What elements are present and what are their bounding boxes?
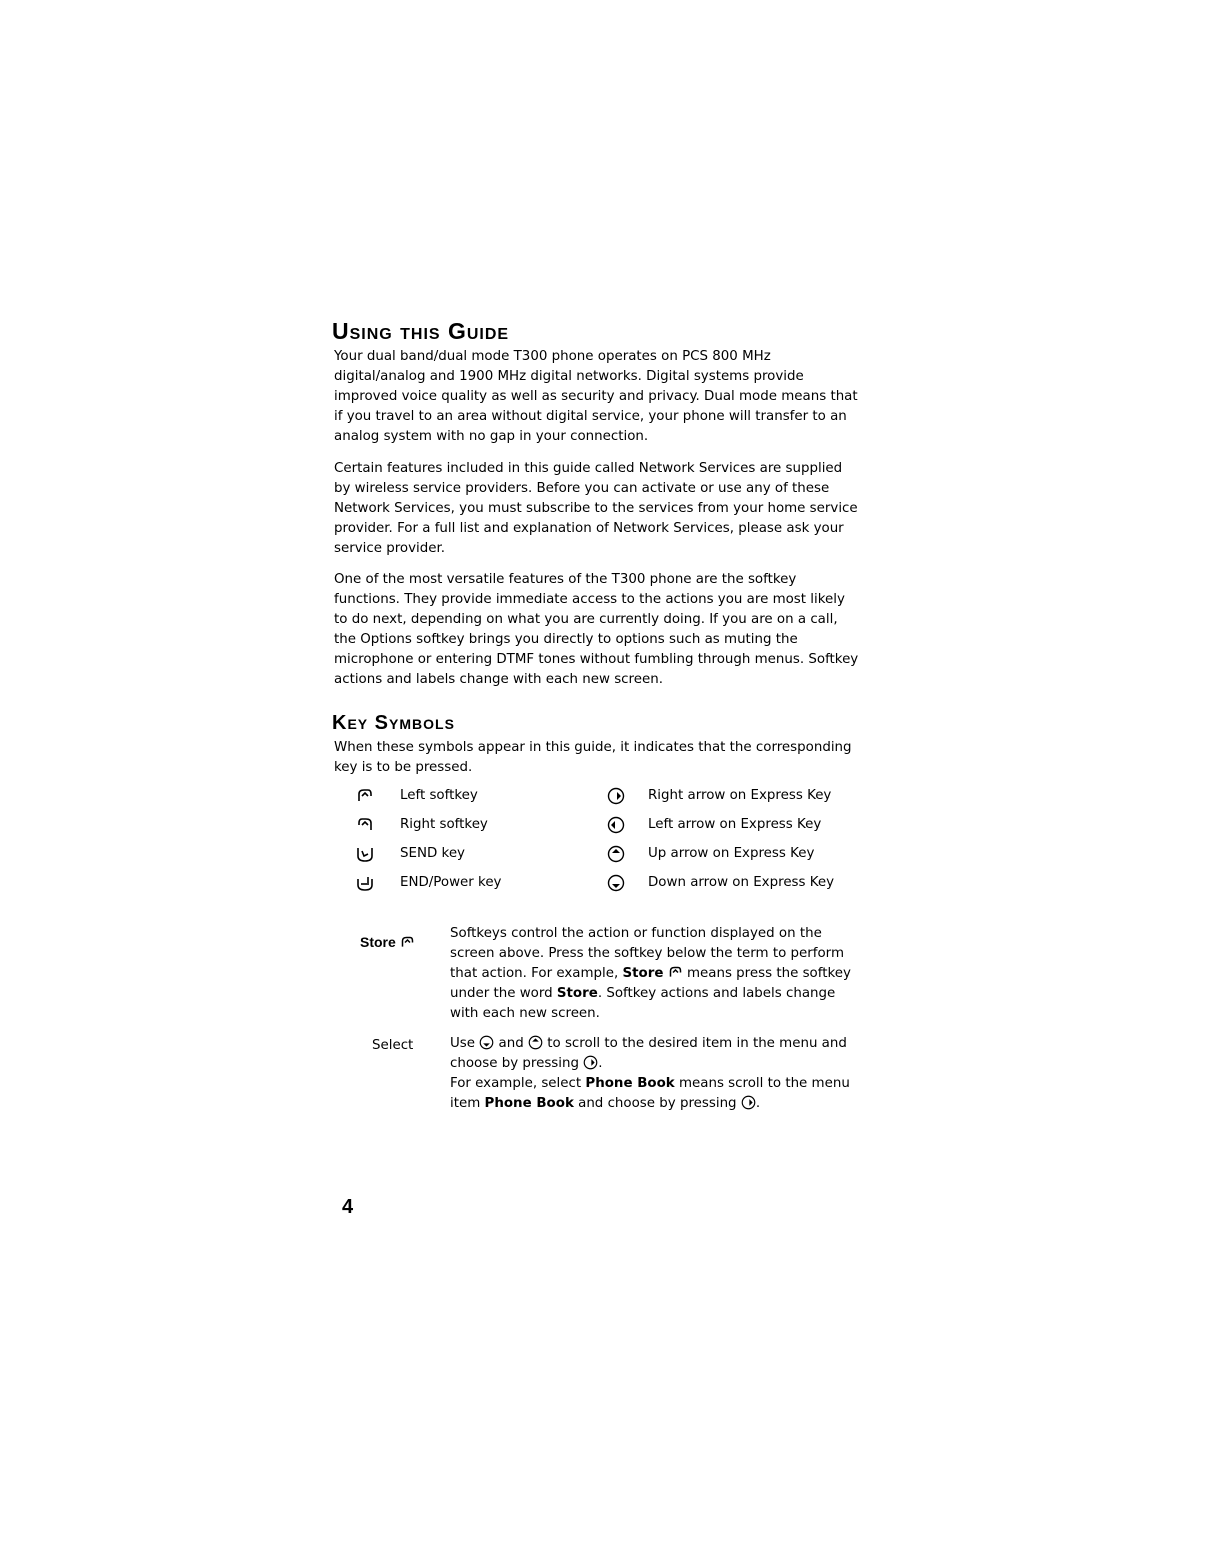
select-def-text: . bbox=[598, 1056, 603, 1071]
store-example-term: Store bbox=[622, 966, 664, 981]
page-title: Using this Guide bbox=[332, 318, 510, 344]
key-symbols-intro: When these symbols appear in this guide, it indicates that the corresponding key is to be pressed. bbox=[334, 740, 852, 775]
page-number: 4 bbox=[342, 1196, 354, 1218]
left-arrow-label: Left arrow on Express Key bbox=[648, 817, 822, 832]
end-power-key-icon bbox=[356, 874, 374, 892]
phone-book-term: Phone Book bbox=[585, 1076, 675, 1091]
select-def-text: and bbox=[494, 1036, 528, 1051]
left-softkey-icon bbox=[668, 965, 683, 980]
right-arrow-label: Right arrow on Express Key bbox=[648, 788, 832, 803]
select-example-text: means scroll to the menu item bbox=[450, 1076, 850, 1111]
left-softkey-icon bbox=[400, 935, 415, 950]
intro-paragraph: Your dual band/dual mode T300 phone operates on PCS 800 MHz digital/analog and 1900 MHz digital networks. Digital systems provide improved voice quality as well as security and privacy. Dual mode means that if you travel to an area without digital service, your phone will transfer to an analog system with no gap in your connection. bbox=[334, 349, 858, 444]
key-symbol-row bbox=[332, 873, 872, 895]
select-definition bbox=[450, 1034, 862, 1114]
select-def-text: to scroll to the desired item in the menu and choose by pressing bbox=[450, 1036, 847, 1071]
store-term-text: Store bbox=[360, 934, 396, 950]
select-example-text: For example, select bbox=[450, 1076, 586, 1091]
store-word: Store bbox=[556, 986, 598, 1001]
softkey-paragraph: One of the most versatile features of the T300 phone are the softkey functions. They provide immediate access to the actions you are most likely to do next, depending on what you are currently doing. If you are on a call, the Options softkey brings you directly to options such as muting the microphone or entering DTMF tones without fumbling through menus. Softkey actions and labels change with each new screen. bbox=[334, 572, 859, 687]
right-softkey-label: Right softkey bbox=[400, 817, 488, 832]
right-arrow-express-key-icon bbox=[607, 787, 625, 805]
select-example-text: and choose by pressing bbox=[573, 1096, 741, 1111]
key-symbols-heading: Key Symbols bbox=[332, 712, 455, 734]
down-arrow-label: Down arrow on Express Key bbox=[648, 875, 835, 890]
end-power-key-label: END/Power key bbox=[400, 875, 502, 890]
right-arrow-express-key-icon bbox=[741, 1095, 756, 1110]
phone-book-term: Phone Book bbox=[484, 1096, 574, 1111]
store-def-text: . Softkey actions and labels change with each new screen. bbox=[450, 986, 836, 1021]
store-term bbox=[360, 932, 415, 952]
down-arrow-express-key-icon bbox=[479, 1035, 494, 1050]
up-arrow-label: Up arrow on Express Key bbox=[648, 846, 815, 861]
right-softkey-icon bbox=[356, 816, 374, 834]
left-softkey-icon bbox=[356, 787, 374, 805]
store-def-text: means press the softkey under the word bbox=[450, 966, 851, 1001]
network-services-paragraph: Certain features included in this guide called Network Services are supplied by wireless service providers. Before you can activate or use any of these Network Services, you must subscribe to the services from your home service provider. For a full list and explanation of Network Services, please ask your service provider. bbox=[334, 461, 858, 556]
up-arrow-express-key-icon bbox=[607, 845, 625, 863]
send-key-label: SEND key bbox=[400, 846, 465, 861]
store-def-text: Softkeys control the action or function displayed on the screen above. Press the softkey below the term to perform that action. For example, bbox=[450, 926, 844, 981]
up-arrow-express-key-icon bbox=[528, 1035, 543, 1050]
select-example-text: . bbox=[755, 1096, 761, 1111]
left-softkey-label: Left softkey bbox=[400, 788, 478, 803]
key-symbol-row bbox=[332, 844, 872, 866]
store-definition bbox=[450, 924, 862, 1024]
key-symbol-row bbox=[332, 815, 872, 837]
select-def-text: Use bbox=[450, 1036, 480, 1051]
send-key-icon bbox=[356, 845, 374, 863]
key-symbol-row bbox=[332, 786, 872, 808]
right-arrow-express-key-icon bbox=[583, 1055, 598, 1070]
left-arrow-express-key-icon bbox=[607, 816, 625, 834]
down-arrow-express-key-icon bbox=[607, 874, 625, 892]
select-term: Select bbox=[372, 1038, 414, 1053]
